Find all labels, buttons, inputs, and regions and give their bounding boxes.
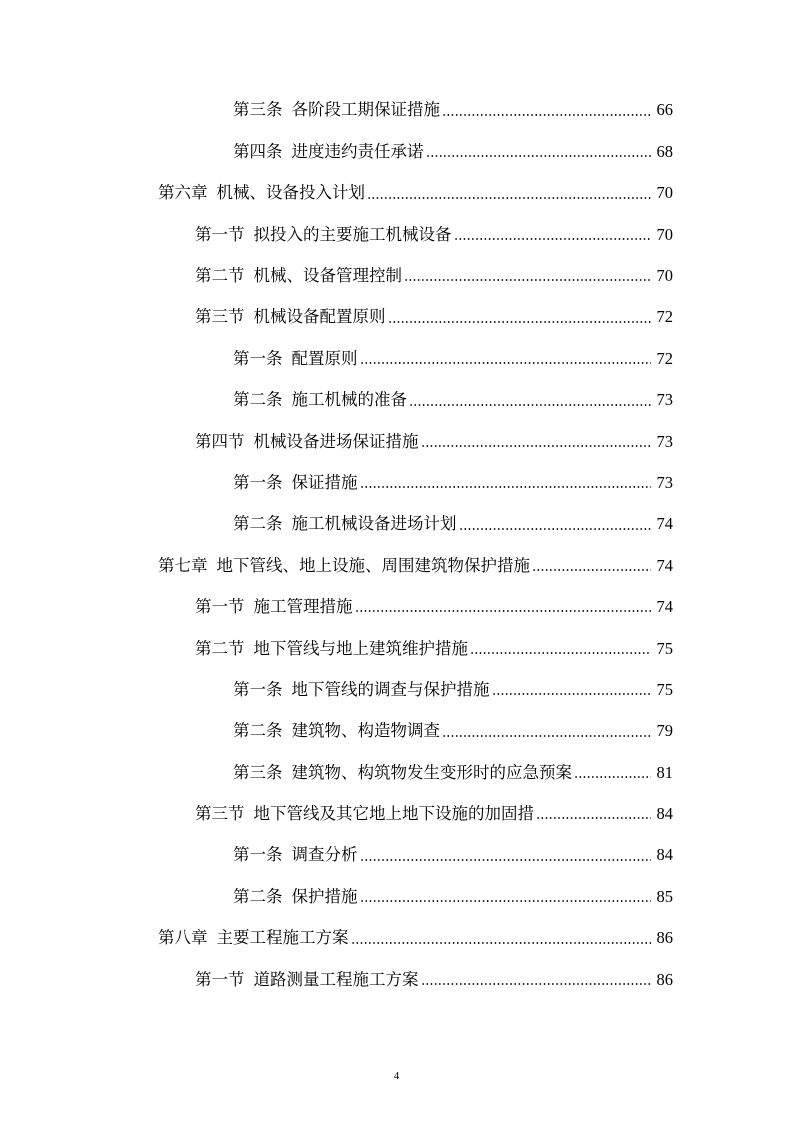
toc-entry[interactable] [0,131,793,172]
toc-entry-page: 75 [656,638,673,658]
dot-leader [360,474,652,494]
toc-entry-title: 保证措施 [291,472,358,492]
toc-entry-title: 调查分析 [291,845,358,865]
toc-entry-page: 74 [656,514,673,534]
toc-entry-number: 第一条 [233,472,283,492]
toc-entry[interactable] [0,752,793,793]
toc-entry-title: 主要工程施工方案 [216,928,349,948]
toc-entry-title: 各阶段工期保证措施 [291,100,440,120]
toc-entry-title: 保护措施 [291,886,358,906]
dot-leader [442,723,651,743]
toc-entry-title: 建筑物、构造物调查 [291,721,440,741]
toc-entry[interactable] [0,794,793,835]
toc-entry-number: 第六章 [158,183,208,203]
toc-entry[interactable] [0,463,793,504]
toc-entry[interactable] [0,504,793,545]
toc-entry-title: 地下管线、地上设施、周围建筑物保护措施 [216,555,530,575]
toc-entry[interactable] [0,545,793,586]
toc-entry-page: 81 [656,762,673,782]
toc-entry[interactable] [0,380,793,421]
toc-entry-title: 道路测量工程施工方案 [253,969,419,989]
toc-entry[interactable] [0,90,793,131]
toc-entry-page: 86 [656,969,673,989]
toc-entry-page: 84 [656,845,673,865]
toc-entry-number: 第一节 [195,597,245,617]
toc-entry-page: 84 [656,804,673,824]
toc-entry-number: 第三节 [195,307,245,327]
dot-leader [470,640,651,660]
toc-entry-number: 第二条 [233,721,283,741]
dot-leader [360,888,652,908]
toc-entry[interactable] [0,297,793,338]
toc-entry-title: 地下管线的调查与保护措施 [291,679,490,699]
dot-leader [388,309,652,329]
toc-entry-page: 74 [656,597,673,617]
toc-entry[interactable] [0,173,793,214]
toc-entry-number: 第一条 [233,845,283,865]
toc-entry-page: 70 [656,266,673,285]
toc-entry-title: 拟投入的主要施工机械设备 [253,224,452,244]
toc-entry-number: 第三条 [233,100,283,120]
toc-entry-page: 70 [656,224,673,244]
toc-entry-number: 第二节 [195,266,245,285]
toc-entry-number: 第二条 [233,514,283,534]
dot-leader [421,433,652,453]
dot-leader [532,557,651,577]
toc-entry-page: 85 [656,886,673,906]
toc-entry-title: 进度违约责任承诺 [291,141,424,161]
dot-leader [360,350,652,370]
toc-entry-number: 第一节 [195,969,245,989]
toc-entry[interactable] [0,959,793,1000]
toc-entry-number: 第一节 [195,224,245,244]
page-number: 4 [393,1070,400,1082]
toc-entry-page: 73 [656,390,673,410]
toc-entry-number: 第一条 [233,679,283,699]
toc-entry-title: 施工机械的准备 [291,390,407,410]
toc-entry-page: 66 [656,100,673,120]
toc-entry-page: 79 [656,721,673,741]
toc-entry[interactable] [0,421,793,462]
toc-entry[interactable] [0,876,793,917]
toc-entry-title: 机械、设备管理控制 [253,266,402,285]
dot-leader [421,971,652,991]
toc-entry-title: 机械设备配置原则 [253,307,386,327]
toc-entry[interactable] [0,256,793,297]
toc-entry-number: 第七章 [158,555,208,575]
toc-entry-page: 68 [656,141,673,161]
toc-entry-page: 70 [656,183,673,203]
toc-entry-page: 74 [656,555,673,575]
toc-entry-number: 第二条 [233,886,283,906]
toc-entry[interactable] [0,711,793,752]
toc-entry-number: 第四节 [195,431,245,451]
toc-entry-number: 第八章 [158,928,208,948]
dot-leader [459,516,652,536]
toc-entry-page: 72 [656,348,673,368]
toc-entry-page: 86 [656,928,673,948]
dot-leader [574,764,651,784]
dot-leader [536,805,651,825]
toc-entry-page: 73 [656,431,673,451]
toc-entry[interactable] [0,918,793,959]
toc-entry[interactable] [0,214,793,255]
toc-entry-title: 地下管线及其它地上地下设施的加固措 [253,804,534,824]
toc-entry-page: 72 [656,307,673,327]
toc-entry-title: 机械、设备投入计划 [216,183,365,203]
toc-entry-number: 第二条 [233,390,283,410]
dot-leader [454,226,652,246]
toc-entry-title: 建筑物、构筑物发生变形时的应急预案 [291,762,572,782]
toc-entry-page: 75 [656,679,673,699]
dot-leader [360,847,652,867]
toc-entry-number: 第二节 [195,638,245,658]
dot-leader [367,185,651,205]
toc-entry-title: 配置原则 [291,348,358,368]
dot-leader [442,102,651,122]
table-of-contents [0,90,793,1001]
dot-leader [355,598,652,618]
toc-entry-number: 第三节 [195,804,245,824]
toc-entry-number: 第四条 [233,141,283,161]
toc-entry-number: 第三条 [233,762,283,782]
toc-entry[interactable] [0,628,793,669]
toc-entry[interactable] [0,835,793,876]
toc-entry[interactable] [0,587,793,628]
toc-entry-number: 第一条 [233,348,283,368]
toc-entry[interactable] [0,338,793,379]
toc-entry-title: 施工机械设备进场计划 [291,514,457,534]
dot-leader [351,930,652,950]
toc-entry-title: 施工管理措施 [253,597,353,617]
dot-leader [409,392,651,412]
toc-entry[interactable] [0,669,793,710]
toc-entry-title: 机械设备进场保证措施 [253,431,419,451]
dot-leader [492,681,652,701]
toc-entry-page: 73 [656,472,673,492]
dot-leader [404,267,651,287]
toc-entry-title: 地下管线与地上建筑维护措施 [253,638,468,658]
dot-leader [426,143,652,163]
